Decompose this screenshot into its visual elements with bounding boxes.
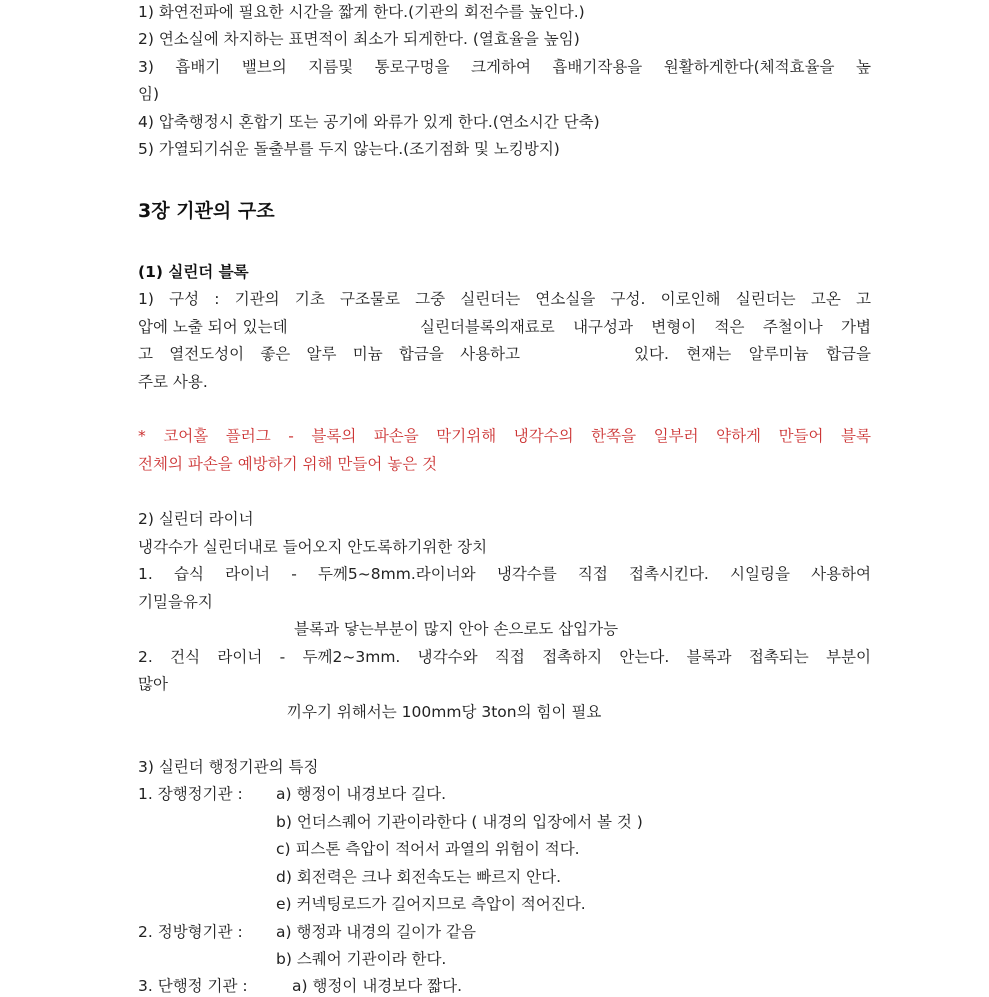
list-item: 5) 가열되기쉬운 돌출부를 두지 않는다.(조기점화 및 노킹방지) [138,140,560,158]
section-heading: (1) 실린더 블록 [138,263,249,281]
paragraph-line: 1. 습식 라이너 - 두께5~8mm.라이너와 냉각수를 직접 접촉시킨다. 시일링을 사용하여 [138,565,871,583]
item-label: 1. 장행정기관 : [138,785,243,803]
list-item: 2) 연소실에 차지하는 표면적이 최소가 되게한다. (열효율을 높임) [138,30,580,48]
paragraph-line: 있다. 현재는 알루미늄 합금을 [634,345,871,363]
list-item: b) 언더스퀘어 기관이라한다 ( 내경의 입장에서 볼 것 ) [276,813,643,831]
section-heading: 2) 실린더 라이너 [138,510,254,528]
list-item: 1) 화연전파에 필요한 시간을 짧게 한다.(기관의 회전수를 높인다.) [138,3,585,21]
paragraph-line: 냉각수가 실린더내로 들어오지 안도록하기위한 장치 [138,538,488,556]
item-label: 3. 단행정 기관 : [138,977,248,995]
list-item: a) 행정과 내경의 길이가 같음 [276,923,476,941]
paragraph-line: 블록과 닿는부분이 많지 안아 손으로도 삽입가능 [294,620,619,638]
paragraph-line: 압에 노출 되어 있는데 [138,318,288,336]
chapter-title: 3장 기관의 구조 [138,200,275,222]
paragraph-line: 끼우기 위해서는 100mm당 3ton의 힘이 필요 [287,703,602,721]
note-text: * 코어홀 플러그 - 블록의 파손을 막기위해 냉각수의 한쪽을 일부러 약하게 만들어 블록 [138,427,871,445]
list-item: 4) 압축행정시 혼합기 또는 공기에 와류가 있게 한다.(연소시간 단축) [138,113,600,131]
item-label: 2. 정방형기관 : [138,923,243,941]
section-heading: 3) 실린더 행정기관의 특징 [138,758,319,776]
list-item: e) 커넥팅로드가 길어지므로 측압이 적어진다. [276,895,586,913]
list-item: a) 행정이 내경보다 짧다. [292,977,463,995]
list-item: d) 회전력은 크나 회전속도는 빠르지 안다. [276,868,562,886]
note-text: 전체의 파손을 예방하기 위해 만들어 놓은 것 [138,455,438,473]
paragraph-line: 고 열전도성이 좋은 알루 미늄 합금을 사용하고 [138,345,520,363]
paragraph-line: 2. 건식 라이너 - 두께2~3mm. 냉각수와 직접 접촉하지 안는다. 블록과 접촉되는 부분이 [138,648,871,666]
list-item: 3) 흡배기 밸브의 지름및 통로구멍을 크게하여 흡배기작용을 원활하게한다(체적효율을 높 [138,58,871,76]
list-item: c) 피스톤 측압이 적어서 과열의 위험이 적다. [276,840,580,858]
paragraph-line: 주로 사용. [138,373,208,391]
paragraph-line: 1) 구성 : 기관의 기초 구조물로 그중 실린더는 연소실을 구성. 이로인해 실린더는 고온 고 [138,290,871,308]
paragraph-line: 기밀을유지 [138,593,213,611]
list-item: a) 행정이 내경보다 길다. [276,785,447,803]
list-item-continuation: 임) [138,85,160,103]
list-item: b) 스퀘어 기관이라 한다. [276,950,447,968]
paragraph-line: 많아 [138,675,168,693]
paragraph-line: 실린더블록의재료로 내구성과 변형이 적은 주철이나 가볍 [420,318,871,336]
